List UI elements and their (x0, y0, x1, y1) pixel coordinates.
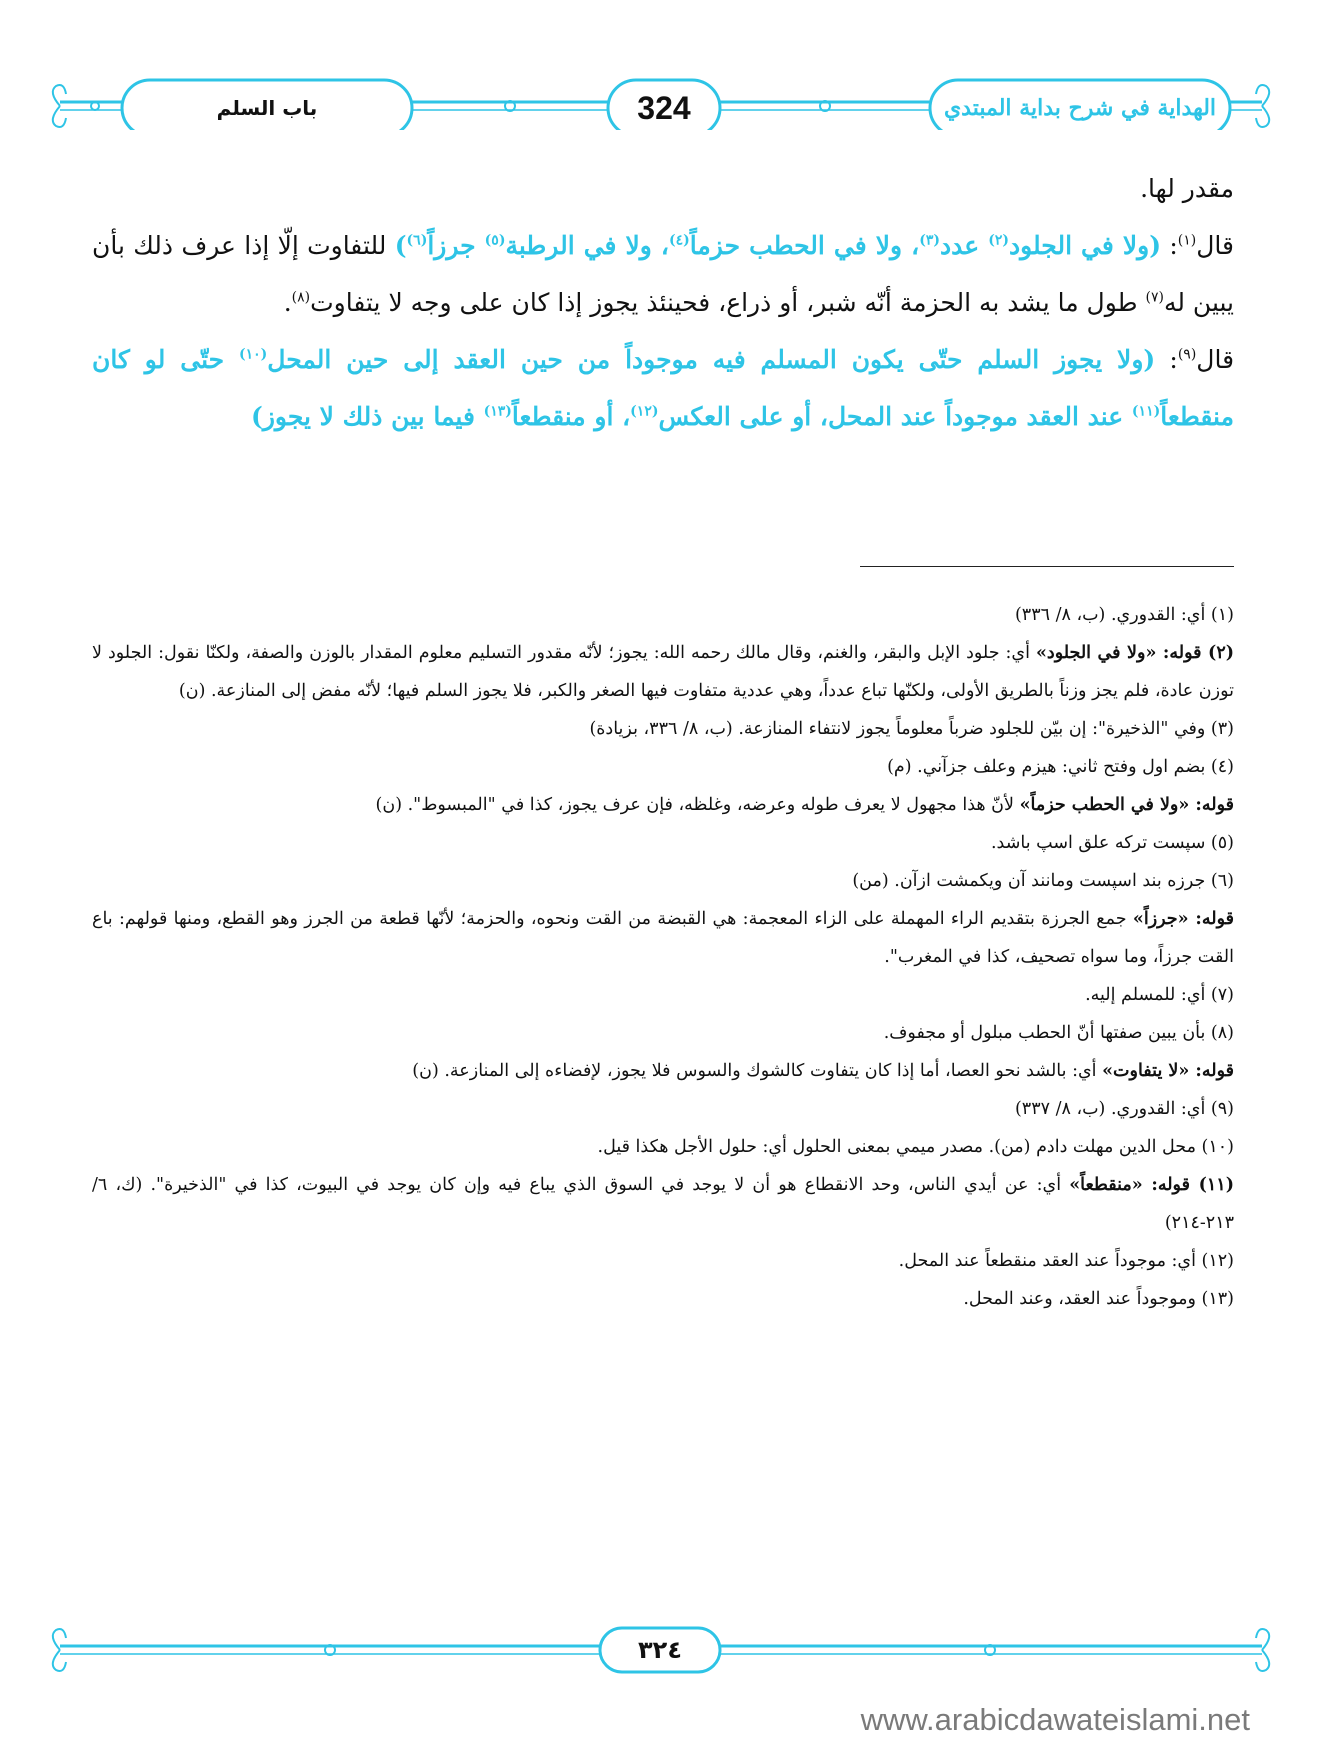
footnote-ref-9: (٩) (1177, 346, 1197, 363)
footnote-6: (٦) جرزه بند اسپست ومانند آن ويكمشت ازآن. (من) (852, 871, 1234, 891)
commentary-text: للتفاوت إلّا إذا عرف ذلك بأن يبين له (92, 231, 1234, 317)
footnote-6b-text: جمع الجرزة بتقديم الراء المهملة على الزاء المعجمة: هي القبضة من القت ونحوه، والحزمة؛ لأنّها قطعة من الجرز وهو القطع، ومنها قولهم: باع القت جرزاً، وما سواه تصحيف، كذا في المغرب". (92, 909, 1234, 967)
main-line-0: مقدر لها. (1140, 174, 1234, 203)
footnote-6b (92, 900, 1234, 976)
footnote-ref-7: (٧) (1145, 289, 1164, 306)
matn-quote: فيما بين ذلك لا يجوز) (251, 402, 484, 431)
matn-quote: ، أو منقطعاً (511, 402, 631, 431)
footnote-ref-6: (٦) (406, 232, 428, 249)
footnote-9: (٩) أي: القدوري. (ب، ٨/ ٣٣٧) (1014, 1099, 1234, 1119)
matn-quote: (ولا يجوز السلم حتّى يكون المسلم فيه موجوداً من حين العقد إلى حين المحل (267, 345, 1156, 374)
book-title: الهداية في شرح بداية المبتدي (943, 95, 1217, 121)
colon: : (1161, 231, 1178, 260)
footnote-4b (92, 786, 1234, 824)
footnote-ref-1: (١) (1177, 232, 1197, 249)
footnote-5: (٥) سپست تركه علق اسپ باشد. (990, 833, 1234, 853)
footnote-11-label: (١١) قوله: «منقطعاً» (1069, 1175, 1234, 1195)
page-header (0, 30, 1319, 130)
footnote-4: (٤) بضم اول وفتح ثاني: هيزم وعلف جزآني. (م) (887, 757, 1234, 777)
header-page-number: 324 (637, 89, 691, 126)
footnote-ref-13: (١٣) (483, 403, 512, 420)
footnote-8b-text: أي: بالشد نحو العصا، أما إذا كان يتفاوت كالشوك والسوس فلا يجوز، لإفضاءه إلى المنازعة. (ن) (412, 1061, 1103, 1081)
page-footer (0, 1620, 1319, 1680)
footnote-2 (92, 634, 1234, 710)
footnote-ref-11: (١١) (1131, 403, 1161, 420)
main-text (92, 160, 1234, 445)
footnote-ref-8: (٨) (291, 289, 311, 306)
commentary-text: . (283, 288, 292, 317)
footnote-ref-5: (٥) (484, 232, 506, 249)
footnote-ref-12: (١٢) (630, 403, 659, 420)
footnote-8: (٨) بأن يبين صفتها أنّ الحطب مبلول أو مجفوف. (883, 1023, 1234, 1043)
matn-quote: حتّى لو كان منقطعاً (92, 345, 1234, 431)
footnote-3: (٣) وفي "الذخيرة": إن بيّن للجلود ضرباً معلوماً يجوز لانتفاء المنازعة. (ب، ٨/ ٣٣٦، بزيادة) (589, 719, 1234, 739)
matn-quote: ، ولا في الحطب حزماً (689, 231, 920, 260)
footnote-ref-4: (٤) (668, 232, 690, 249)
footer-page-number: ٣٢٤ (638, 1636, 682, 1664)
footnote-13: (١٣) وموجوداً عند العقد، وعند المحل. (963, 1289, 1234, 1309)
footnotes (92, 596, 1234, 1318)
matn-quote: ، ولا في الرطبة (505, 231, 669, 260)
footnote-11-text: أي: عن أيدي الناس، وحد الانقطاع هو أن لا يوجد في السوق الذي يباع فيه وإن كان يوجد في البيوت، كذا في "الذخيرة". (ك، ٦/ ٢١٣-٢١٤) (92, 1175, 1234, 1233)
footnote-6b-label: قوله: «جرزاً» (1132, 909, 1234, 929)
footnote-8b-label: قوله: «لا يتفاوت» (1102, 1061, 1234, 1081)
matn-quote: عند العقد موجوداً عند المحل، أو على العكس (658, 402, 1132, 431)
matn-quote: ) (394, 231, 407, 260)
footnote-12: (١٢) أي: موجوداً عند العقد منقطعاً عند المحل. (898, 1251, 1234, 1271)
footnote-ref-10: (١٠) (238, 346, 268, 363)
footnote-2-text: أي: جلود الإبل والبقر، والغنم، وقال مالك رحمه الله: يجوز؛ لأنّه مقدور التسليم معلوم المقدار بالوزن والصفة، ولكنّا نقول: الجلود لا توزن عادة، فلم يجز وزناً بالطريق الأولى، ولكنّها تباع عدداً، وهي عددية متفاوت فيها الصغر والكبر، فلا يجوز السلم فيها؛ لأنّه مفض إلى المنازعة. (ن) (92, 643, 1234, 701)
footnote-1: (١) أي: القدوري. (ب، ٨/ ٣٣٦) (1014, 605, 1234, 625)
commentary-text: طول ما يشد به الحزمة أنّه شبر، أو ذراع، فحينئذ يجوز إذا كان على وجه لا يتفاوت (310, 288, 1146, 317)
chapter-title: باب السلم (216, 96, 318, 120)
colon: : (1155, 345, 1178, 374)
footnote-separator (860, 566, 1234, 567)
matn-quote: عدد (939, 231, 989, 260)
qala-label: قال (1196, 345, 1235, 374)
main-paragraph-2 (92, 331, 1234, 445)
footnote-10: (١٠) محل الدين مهلت دادم (من). مصدر ميمي بمعنى الحلول أي: حلول الأجل هكذا قيل. (597, 1137, 1234, 1157)
qala-label: قال (1196, 231, 1234, 260)
footnote-11 (92, 1166, 1234, 1242)
footnote-2-label: (٢) قوله: «ولا في الجلود» (1035, 643, 1234, 663)
matn-quote: (ولا في الجلود (1008, 231, 1162, 260)
footnote-7: (٧) أي: للمسلم إليه. (1085, 985, 1234, 1005)
matn-quote: جرزاً (427, 231, 485, 260)
footnote-4b-label: قوله: «ولا في الحطب حزماً» (1019, 795, 1234, 815)
footnote-8b (92, 1052, 1234, 1090)
footnote-4b-text: لأنّ هذا مجهول لا يعرف طوله وعرضه، وغلظه، فإن عرف يجوز، كذا في "المبسوط". (ن) (375, 795, 1020, 815)
footnote-ref-3: (٣) (919, 232, 940, 249)
main-paragraph-1 (92, 217, 1234, 331)
watermark-url: www.arabicdawateislami.net (860, 1702, 1250, 1737)
footnote-ref-2: (٢) (988, 232, 1009, 249)
